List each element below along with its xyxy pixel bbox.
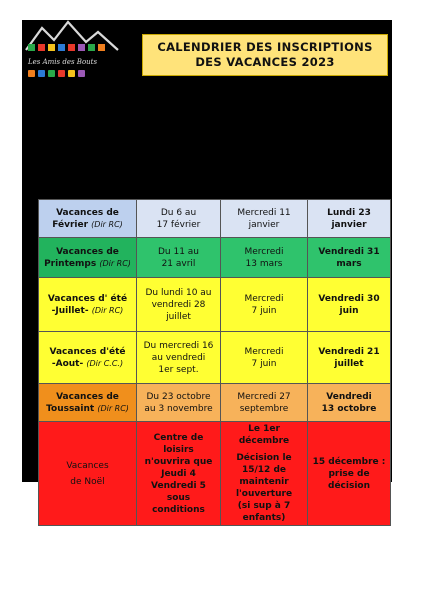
dates-text: Du lundi 10 au bbox=[145, 287, 212, 298]
logo-square bbox=[68, 44, 75, 51]
director-label: (Dir C.C.) bbox=[86, 358, 124, 368]
logo-square bbox=[48, 70, 55, 77]
period-cell bbox=[39, 384, 137, 422]
dates-text: Du mercredi 16 bbox=[143, 340, 214, 351]
dates-cell bbox=[137, 238, 221, 278]
period-cell bbox=[39, 422, 137, 526]
dates-text: 1er sept. bbox=[158, 364, 199, 375]
dates-text: sous conditions bbox=[152, 492, 205, 515]
period-label: Vacances de bbox=[56, 391, 119, 402]
close-text: 13 octobre bbox=[321, 403, 377, 414]
dates-text: au vendredi bbox=[151, 352, 206, 363]
period-label: de Noël bbox=[70, 476, 105, 487]
dates-cell bbox=[137, 384, 221, 422]
registration-close-cell bbox=[308, 384, 391, 422]
logo-square bbox=[58, 70, 65, 77]
close-text: mars bbox=[336, 258, 362, 269]
dates-text: Centre de loisirs bbox=[153, 432, 204, 455]
open-text: 13 mars bbox=[245, 258, 283, 269]
close-text: 15 décembre : bbox=[312, 456, 386, 467]
director-label: (Dir RC) bbox=[97, 403, 129, 413]
logo bbox=[24, 20, 120, 82]
open-text: 7 juin bbox=[251, 305, 277, 316]
dates-text: juillet bbox=[166, 311, 191, 322]
logo-square bbox=[48, 44, 55, 51]
dates-text: Du 23 octobre bbox=[146, 391, 211, 402]
registration-open-cell bbox=[221, 422, 308, 526]
logo-square bbox=[68, 70, 75, 77]
calendar-table bbox=[38, 199, 391, 526]
table-row bbox=[39, 278, 391, 332]
logo-square bbox=[38, 44, 45, 51]
table-row bbox=[39, 238, 391, 278]
period-label: Vacances de bbox=[56, 207, 119, 218]
close-text: juillet bbox=[334, 358, 364, 369]
dates-text: 21 avril bbox=[161, 258, 196, 269]
dates-cell bbox=[137, 332, 221, 384]
registration-close-cell bbox=[308, 200, 391, 238]
period-cell bbox=[39, 332, 137, 384]
close-text: Vendredi 30 bbox=[318, 293, 380, 304]
title-banner bbox=[142, 34, 388, 76]
registration-close-cell bbox=[308, 332, 391, 384]
registration-open-cell bbox=[221, 238, 308, 278]
dates-text: vendredi 28 bbox=[151, 299, 206, 310]
period-label: Vacances de bbox=[56, 246, 119, 257]
period-cell bbox=[39, 200, 137, 238]
logo-square bbox=[28, 44, 35, 51]
period-label: -Aout- bbox=[51, 358, 84, 369]
close-text: Lundi 23 bbox=[327, 207, 371, 218]
director-label: (Dir RC) bbox=[99, 258, 131, 268]
table-row bbox=[39, 384, 391, 422]
open-text: septembre bbox=[239, 403, 289, 414]
dates-text: au 3 novembre bbox=[144, 403, 213, 414]
dates-text: n'ouvrira que bbox=[144, 456, 213, 467]
close-text: Vendredi bbox=[326, 391, 372, 402]
logo-square bbox=[78, 70, 85, 77]
close-text: décision bbox=[328, 480, 370, 491]
period-cell bbox=[39, 278, 137, 332]
close-text: juin bbox=[339, 305, 359, 316]
open-text: maintenir l'ouverture bbox=[235, 477, 293, 499]
period-label: Vacances d'été bbox=[49, 346, 126, 357]
director-label: (Dir RC) bbox=[91, 219, 123, 229]
open-text: Décision le 15/12 de bbox=[236, 453, 292, 475]
open-text: Mercredi bbox=[244, 246, 284, 257]
logo-color-squares bbox=[28, 70, 85, 77]
period-label: Février bbox=[52, 219, 89, 230]
registration-close-cell bbox=[308, 238, 391, 278]
dates-cell bbox=[137, 422, 221, 526]
title-line-2: DES VACANCES 2023 bbox=[195, 55, 335, 69]
logo-square bbox=[38, 70, 45, 77]
open-text: Le 1er décembre bbox=[238, 424, 290, 446]
table-row bbox=[39, 422, 391, 526]
close-text: Vendredi 21 bbox=[318, 346, 380, 357]
registration-open-cell bbox=[221, 384, 308, 422]
table-row bbox=[39, 332, 391, 384]
period-label: -Juillet- bbox=[51, 305, 89, 316]
table-row bbox=[39, 200, 391, 238]
open-text: Mercredi 11 bbox=[237, 207, 291, 218]
poster bbox=[22, 20, 392, 523]
close-text: Vendredi 31 bbox=[318, 246, 380, 257]
dates-cell bbox=[137, 200, 221, 238]
dates-text: 17 février bbox=[156, 219, 201, 230]
close-text: janvier bbox=[331, 219, 367, 230]
dates-text: Jeudi 4 Vendredi 5 bbox=[151, 468, 206, 491]
dates-text: Du 11 au bbox=[157, 246, 200, 257]
close-text: prise de bbox=[328, 468, 370, 479]
open-text: (si sup à 7 enfants) bbox=[237, 501, 291, 523]
period-label: Toussaint bbox=[46, 403, 95, 414]
open-text: Mercredi 27 bbox=[237, 391, 291, 402]
logo-square bbox=[58, 44, 65, 51]
dates-cell bbox=[137, 278, 221, 332]
open-text: 7 juin bbox=[251, 358, 277, 369]
period-label: Vacances d' été bbox=[47, 293, 128, 304]
period-label: Printemps bbox=[44, 258, 97, 269]
open-text: Mercredi bbox=[244, 293, 284, 304]
logo-square bbox=[88, 44, 95, 51]
mountain-logo-icon bbox=[24, 20, 120, 54]
title-line-1: CALENDRIER DES INSCRIPTIONS bbox=[157, 40, 373, 54]
period-label: Vacances bbox=[66, 460, 109, 471]
logo-text: Les Amis des Bouts bbox=[28, 58, 98, 66]
director-label: (Dir RC) bbox=[91, 305, 124, 315]
registration-open-cell bbox=[221, 332, 308, 384]
logo-square bbox=[78, 44, 85, 51]
registration-open-cell bbox=[221, 278, 308, 332]
open-text: janvier bbox=[248, 219, 280, 230]
logo-square bbox=[98, 44, 105, 51]
dates-text: Du 6 au bbox=[160, 207, 197, 218]
period-cell bbox=[39, 238, 137, 278]
registration-open-cell bbox=[221, 200, 308, 238]
registration-close-cell bbox=[308, 278, 391, 332]
open-text: Mercredi bbox=[244, 346, 284, 357]
logo-square bbox=[28, 70, 35, 77]
registration-close-cell bbox=[308, 422, 391, 526]
